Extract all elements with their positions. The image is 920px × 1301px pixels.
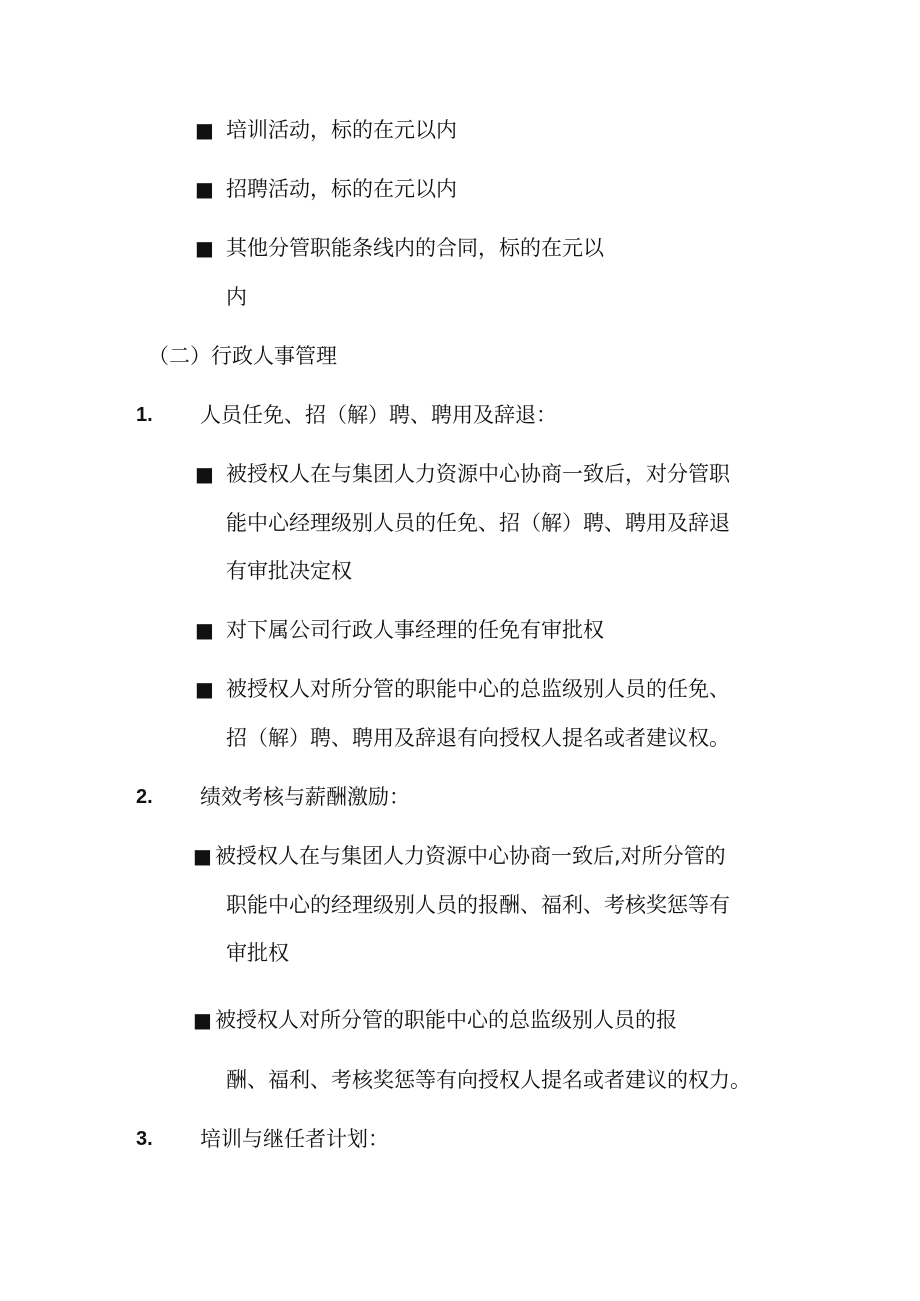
bullet-square-icon: ■ bbox=[193, 1008, 212, 1032]
item-number: 3. bbox=[136, 1128, 153, 1150]
bullet-square-icon: ■ bbox=[195, 677, 214, 701]
list-item-continuation: 招（解）聘、聘用及辞退有向授权人提名或者建议权。 bbox=[226, 726, 730, 750]
section-heading: （二）行政人事管理 bbox=[148, 344, 337, 368]
list-item: 其他分管职能条线内的合同，标的在元以 bbox=[226, 236, 604, 260]
list-item: 招聘活动，标的在元以内 bbox=[226, 177, 457, 201]
bullet-square-icon: ■ bbox=[195, 177, 214, 201]
numbered-item-title: 培训与继任者计划： bbox=[200, 1127, 389, 1151]
list-item: 被授权人对所分管的职能中心的总监级别人员的任免、 bbox=[226, 677, 730, 701]
numbered-item-title: 绩效考核与薪酬激励： bbox=[200, 785, 410, 809]
list-item: 被授权人在与集团人力资源中心协商一致后,对所分管的 bbox=[215, 844, 726, 868]
list-item-continuation: 有审批决定权 bbox=[226, 559, 352, 583]
list-item: 对下属公司行政人事经理的任免有审批权 bbox=[226, 618, 604, 642]
list-item: 被授权人对所分管的职能中心的总监级别人员的报 bbox=[215, 1008, 677, 1032]
list-item-continuation: 审批权 bbox=[226, 941, 289, 965]
bullet-square-icon: ■ bbox=[195, 118, 214, 142]
item-number: 2. bbox=[136, 786, 153, 808]
numbered-item-title: 人员任免、招（解）聘、聘用及辞退： bbox=[200, 403, 557, 427]
bullet-square-icon: ■ bbox=[195, 462, 214, 486]
bullet-square-icon: ■ bbox=[193, 844, 212, 868]
item-number: 1. bbox=[136, 404, 153, 426]
bullet-square-icon: ■ bbox=[195, 618, 214, 642]
list-item-continuation: 职能中心的经理级别人员的报酬、福利、考核奖惩等有 bbox=[226, 893, 730, 917]
list-item-continuation: 酬、福利、考核奖惩等有向授权人提名或者建议的权力。 bbox=[226, 1068, 751, 1092]
list-item: 被授权人在与集团人力资源中心协商一致后，对分管职 bbox=[226, 462, 730, 486]
list-item-continuation: 能中心经理级别人员的任免、招（解）聘、聘用及辞退 bbox=[226, 511, 730, 535]
list-item-continuation: 内 bbox=[226, 285, 247, 309]
list-item: 培训活动，标的在元以内 bbox=[226, 118, 457, 142]
bullet-square-icon: ■ bbox=[195, 236, 214, 260]
